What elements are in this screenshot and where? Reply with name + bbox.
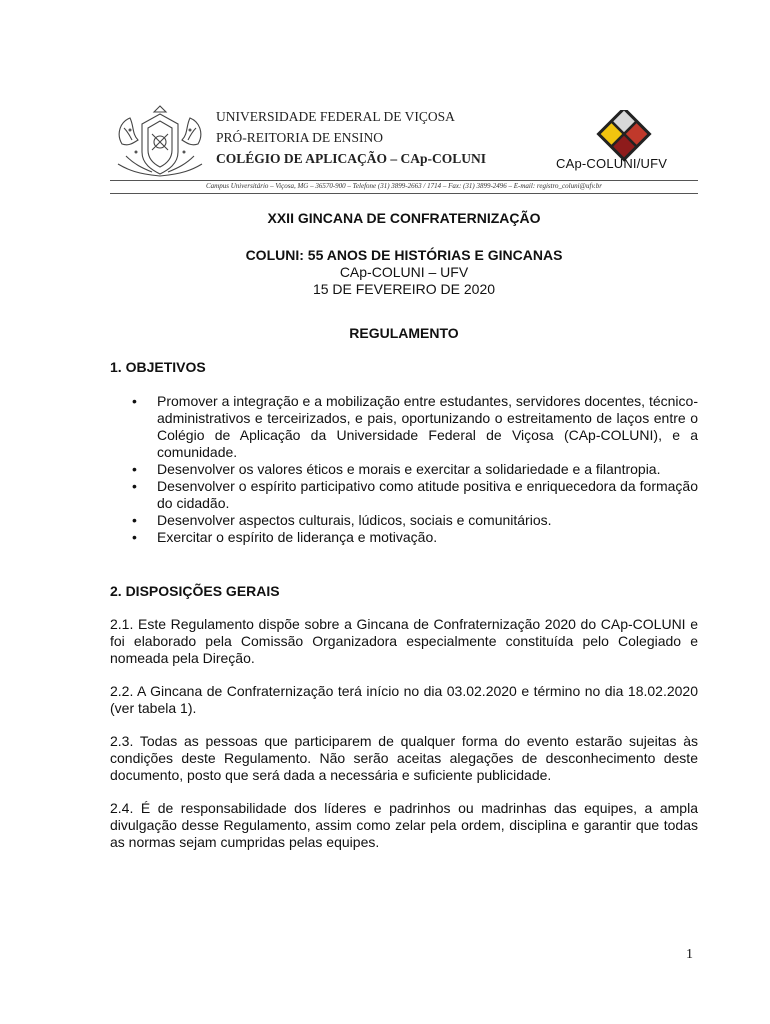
header-divider-top: [110, 180, 698, 181]
event-theme: COLUNI: 55 ANOS DE HISTÓRIAS E GINCANAS: [245, 247, 563, 263]
header-divider-bottom: [110, 193, 698, 194]
paragraph-2-4: 2.4. É de responsabilidade dos líderes e padrinhos ou madrinhas das equipes, a ampla divulgação desse Regulamento, assim como zelar pela ordem, disciplina e garantir que todas as normas sejam cumpridas pelas equipes.: [110, 800, 698, 850]
list-item: • Exercitar o espírito de liderança e motivação.: [157, 529, 698, 546]
objectives-list: [110, 393, 698, 546]
institution-block: [216, 106, 486, 169]
section-general-heading: 2. DISPOSIÇÕES GERAIS: [110, 583, 280, 599]
department-name: PRÓ-REITORIA DE ENSINO: [216, 130, 384, 145]
event-venue: CAp-COLUNI – UFV: [339, 264, 469, 280]
section-objectives-heading: 1. OBJETIVOS: [110, 359, 206, 375]
university-crest-icon: [112, 104, 208, 178]
regulation-heading: REGULAMENTO: [349, 325, 459, 341]
list-item: • Desenvolver os valores éticos e morais e exercitar a solidariedade e a filantropia.: [157, 461, 698, 478]
paragraph-2-1: 2.1. Este Regulamento dispõe sobre a Gincana de Confraternização 2020 do CAp-COLUNI e foi elaborado pela Comissão Organizadora especialmente constituída pelo Colegiado e nomeada pela Direção.: [110, 616, 698, 666]
university-name: UNIVERSIDADE FEDERAL DE VIÇOSA: [216, 109, 455, 124]
logo-caption: CAp-COLUNI/UFV: [556, 156, 668, 171]
paragraph-2-2: 2.2. A Gincana de Confraternização terá início no dia 03.02.2020 e término no dia 18.02.2020 (ver tabela 1).: [110, 683, 698, 716]
list-item: • Desenvolver aspectos culturais, lúdicos, sociais e comunitários.: [157, 512, 698, 529]
letterhead: [110, 100, 698, 180]
document-body: [110, 208, 698, 851]
list-item: • Promover a integração e a mobilização entre estudantes, servidores docentes, técnico-administrativos e terceirizados, e pais, oportunizando o estreitamento de laços entre o Colégio de Aplicação da Universidade Federal de Viçosa (CAp-COLUNI), e a comunidade.: [157, 393, 698, 461]
event-date: 15 DE FEVEREIRO DE 2020: [312, 281, 496, 297]
page-number: 1: [686, 947, 693, 962]
college-name: COLÉGIO DE APLICAÇÃO – CAp-COLUNI: [216, 151, 487, 166]
event-title: XXII GINCANA DE CONFRATERNIZAÇÃO: [267, 210, 541, 226]
contact-line: Campus Universitário – Viçosa, MG – 36570-900 – Telefone (31) 3899-2663 / 1714 – Fax: (31) 3899-2496 – E-mail: registro_coluni@ufv.br: [206, 182, 602, 190]
list-item: • Desenvolver o espírito participativo como atitude positiva e enriquecedora da formação do cidadão.: [157, 478, 698, 512]
paragraph-2-3: 2.3. Todas as pessoas que participarem de qualquer forma do evento estarão sujeitas às condições deste Regulamento. Não serão aceitas alegações de desconhecimento deste documento, posto que será dada a necessária e suficiente publicidade.: [110, 733, 698, 783]
